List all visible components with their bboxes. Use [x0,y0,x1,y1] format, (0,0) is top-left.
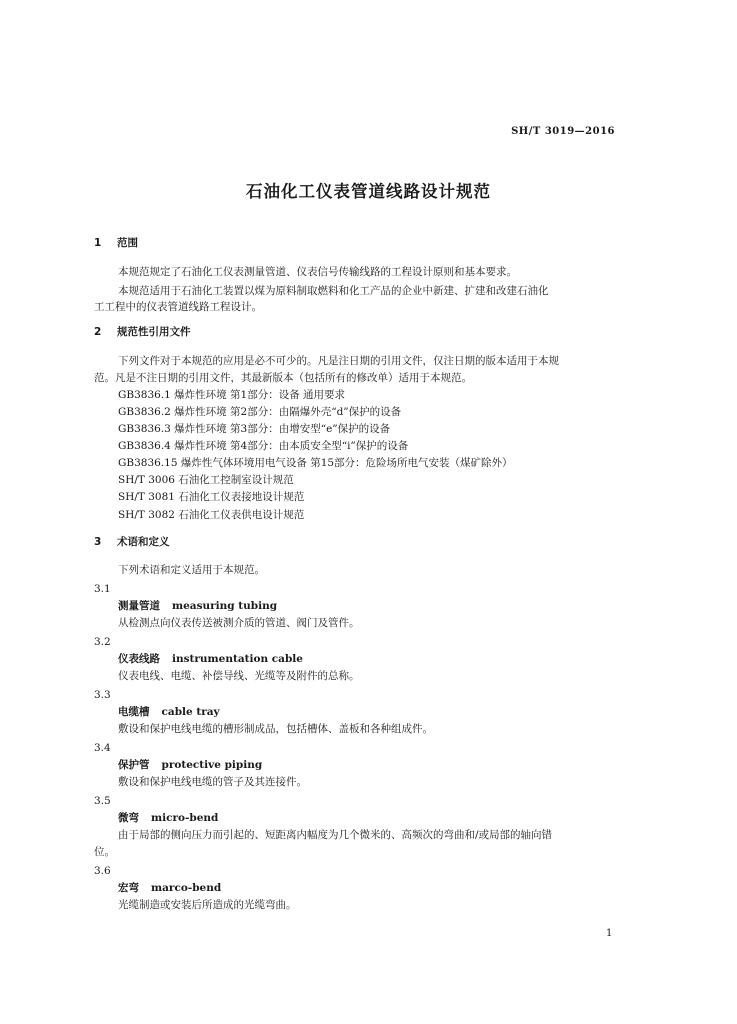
section-heading-normative-references: 2 规范性引用文件 [94,326,191,338]
scope-paragraph-1: 本规范规定了石油化工仪表测量管道、仪表信号传输线路的工程设计原则和基本要求。 [118,266,517,278]
scope-paragraph-2-line-2: 工工程中的仪表管道线路工程设计。 [94,301,262,313]
terms-intro: 下列术语和定义适用于本规范。 [118,564,265,576]
reference-item: GB3836.15 爆炸性气体环境用电气设备 第15部分：危险场所电气安装（煤矿除外） [118,457,513,469]
term-heading: 宏弯 marco-bend [118,882,222,894]
reference-item: SH/T 3006 石油化工控制室设计规范 [118,474,294,486]
term-definition-line-1: 由于局部的侧向压力而引起的、短距离内幅度为几个微米的、高频次的弯曲和/或局部的轴向错 [118,829,553,841]
term-number: 3.4 [94,742,111,754]
section-heading-terms: 3 术语和定义 [94,536,170,548]
term-heading: 保护管 protective piping [118,759,263,771]
reference-item: GB3836.2 爆炸性环境 第2部分：由隔爆外壳“d”保护的设备 [118,406,402,418]
term-definition: 光缆制造或安装后所造成的光缆弯曲。 [118,899,297,911]
term-heading: 微弯 micro-bend [118,812,219,824]
document-title: 石油化工仪表管道线路设计规范 [246,182,491,201]
term-definition: 从检测点向仪表传送被测介质的管道、阀门及管件。 [118,617,360,629]
page-number: 1 [606,928,613,939]
term-number: 3.2 [94,636,111,648]
reference-item: GB3836.1 爆炸性环境 第1部分：设备 通用要求 [118,389,346,401]
term-number: 3.1 [94,583,111,595]
term-number: 3.6 [94,865,111,877]
term-number: 3.5 [94,795,111,807]
term-definition-line-2: 位。 [94,846,115,858]
section-heading-scope: 1 范围 [94,237,138,249]
term-definition: 仪表电线、电缆、补偿导线、光缆等及附件的总称。 [118,670,360,682]
term-heading: 电缆槽 cable tray [118,706,220,718]
term-heading: 测量管道 measuring tubing [118,600,278,612]
reference-item: GB3836.3 爆炸性环境 第3部分：由增安型“e”保护的设备 [118,423,391,435]
standard-code: SH/T 3019—2016 [511,126,615,137]
term-definition: 敷设和保护电线电缆的槽形制成品，包括槽体、盖板和各种组成件。 [118,723,433,735]
references-intro-line-2: 范。凡是不注日期的引用文件，其最新版本（包括所有的修改单）适用于本规范。 [94,372,472,384]
reference-item: SH/T 3082 石油化工仪表供电设计规范 [118,509,305,521]
term-heading: 仪表线路 instrumentation cable [118,653,303,665]
scope-paragraph-2-line-1: 本规范适用于石油化工装置以煤为原料制取燃料和化工产品的企业中新建、扩建和改建石油化 [118,285,549,297]
reference-item: GB3836.4 爆炸性环境 第4部分：由本质安全型“i”保护的设备 [118,440,409,452]
reference-item: SH/T 3081 石油化工仪表接地设计规范 [118,491,305,503]
term-number: 3.3 [94,689,111,701]
references-intro-line-1: 下列文件对于本规范的应用是必不可少的。凡是注日期的引用文件，仅注日期的版本适用于本规 [118,355,559,367]
term-definition: 敷设和保护电线电缆的管子及其连接件。 [118,776,307,788]
